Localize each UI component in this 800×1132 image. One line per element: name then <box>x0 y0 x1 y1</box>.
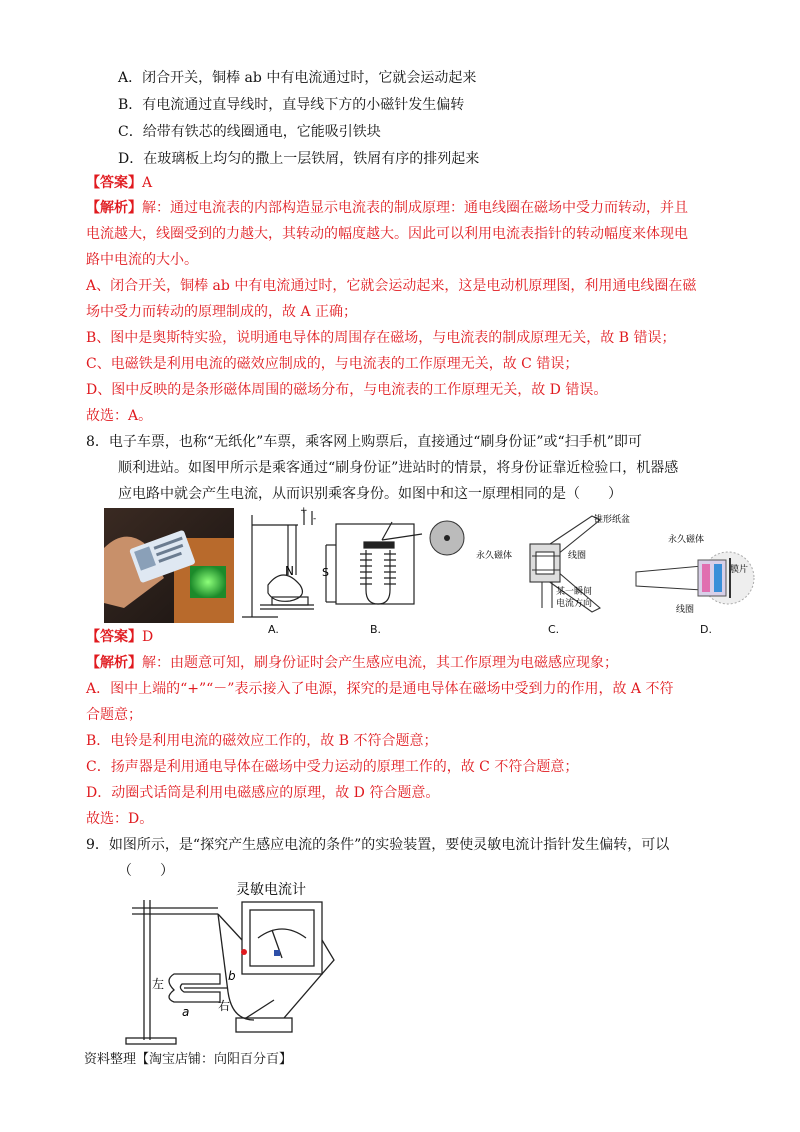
right-label: 右 <box>218 999 231 1013</box>
q8-analysis-line-1: 【解析】解：由题意可知，刷身份证时会产生感应电流，其工作原理为电磁感应现象； <box>86 655 618 671</box>
end-b-label: b <box>228 969 236 983</box>
analysis-tag: 【解析】 <box>86 655 142 671</box>
q7-analysis-line-4: A、闭合开关，铜棒 ab 中有电流通过时，它就会运动起来，这是电动机原理图，利用通电线圈在磁 <box>86 278 697 294</box>
figure-q9-induction-apparatus <box>124 880 344 1050</box>
q7-conclusion: 故选：A。 <box>86 408 153 424</box>
footer-source: 资料整理【淘宝店铺：向阳百分百】 <box>84 1052 293 1067</box>
id-card-photo <box>104 508 234 623</box>
q7-analysis-line-7: C、电磁铁是利用电流的磁效应制成的，与电流表的工作原理无关，故 C 错误； <box>86 356 579 372</box>
q7-analysis-line-2: 电流越大，线圈受到的力越大，其转动的幅度越大。因此可以利用电流表指针的转动幅度来体现电 <box>86 226 688 242</box>
figure-c-cone-label: 锥形纸盆 <box>594 515 631 525</box>
answer-value: A <box>142 175 153 191</box>
q9-stem-line-2: （ ） <box>118 863 174 879</box>
figure-d-microphone <box>632 528 758 626</box>
figure-c-current-label-2: 电流方向 <box>556 599 593 609</box>
answer-tag: 【答案】 <box>86 175 142 191</box>
q7-analysis-line-1: 【解析】解：通过电流表的内部构造显示电流表的制成原理：通电线圈在磁场中受力而转动，并且 <box>86 200 688 216</box>
q7-analysis-line-5: 场中受力而转动的原理制成的，故 A 正确； <box>86 304 358 320</box>
left-label: 左 <box>152 977 165 991</box>
answer-tag: 【答案】 <box>86 629 142 645</box>
q8-conclusion: 故选：D。 <box>86 811 154 827</box>
figure-d-diaphragm-label: 膜片 <box>730 565 749 575</box>
figure-a-rail-apparatus <box>238 505 324 627</box>
figure-a-caption: A. <box>268 623 279 636</box>
q8-analysis-line-3: 合题意； <box>86 707 142 723</box>
end-a-label: a <box>182 1005 190 1019</box>
q8-stem-line-2: 顺利进站。如图甲所示是乘客通过“刷身份证”进站时的情景，将身份证靠近检验口，机器感 <box>118 460 679 476</box>
q7-option-b: B．有电流通过直导线时，直导线下方的小磁针发生偏转 <box>118 97 465 113</box>
figure-d-coil-label: 线圈 <box>676 605 695 615</box>
q7-option-d: D．在玻璃板上均匀的撒上一层铁屑，铁屑有序的排列起来 <box>118 151 480 167</box>
q8-analysis-line-5: C．扬声器是利用通电导体在磁场中受力运动的原理工作的，故 C 不符合题意； <box>86 759 579 775</box>
q8-answer <box>86 627 153 647</box>
q9-stem-line-1: 9．如图所示，是“探究产生感应电流的条件”的实验装置，要使灵敏电流计指针发生偏转，可以 <box>86 837 670 853</box>
figure-b-electric-bell <box>322 510 468 625</box>
figure-d-caption: D. <box>700 623 712 636</box>
figure-c-loudspeaker <box>472 508 632 626</box>
figure-d-magnet-label: 永久磁体 <box>668 535 705 545</box>
q7-analysis-line-3: 路中电流的大小。 <box>86 252 198 268</box>
analysis-tag: 【解析】 <box>86 200 142 216</box>
figure-c-current-label-1: 某一瞬间 <box>556 587 593 597</box>
q7-analysis-line-8: D、图中反映的是条形磁体周围的磁场分布，与电流表的工作原理无关，故 D 错误。 <box>86 382 608 398</box>
q8-stem-line-3: 应电路中就会产生电流，从而识别乘客身份。如图中和这一原理相同的是（ ） <box>118 486 622 502</box>
figure-a-n-pole: N <box>285 564 294 578</box>
q8-analysis-line-6: D．动圈式话筒是利用电磁感应的原理，故 D 符合题意。 <box>86 785 440 801</box>
figure-c-coil-label: 线圈 <box>568 551 587 561</box>
figure-c-caption: C. <box>548 623 560 636</box>
figure-a-plus: + <box>300 506 308 516</box>
figure-b-switch-label: S <box>322 566 329 579</box>
q8-analysis-line-4: B．电铃是利用电流的磁效应工作的，故 B 不符合题意； <box>86 733 438 749</box>
q7-option-a: A．闭合开关，铜棒 ab 中有电流通过时，它就会运动起来 <box>118 70 477 86</box>
figure-c-magnet-label: 永久磁体 <box>476 551 513 561</box>
answer-value: D <box>142 629 154 645</box>
q7-option-c: C．给带有铁芯的线圈通电，它能吸引铁块 <box>118 124 381 140</box>
figure-a-minus: - <box>313 514 317 524</box>
q7-analysis-line-6: B、图中是奥斯特实验，说明通电导体的周围存在磁场，与电流表的制成原理无关，故 B 错误； <box>86 330 676 346</box>
galvanometer-label: 灵敏电流计 <box>236 882 306 898</box>
q7-answer <box>86 173 152 193</box>
q8-stem-line-1: 8．电子车票，也称“无纸化”车票，乘客网上购票后，直接通过“刷身份证”或“扫手机”即可 <box>86 434 642 450</box>
figure-b-caption: B. <box>370 623 382 636</box>
q8-analysis-line-2: A．图中上端的“+”“－”表示接入了电源，探究的是通电导体在磁场中受到力的作用，故 A 不符 <box>86 681 674 697</box>
